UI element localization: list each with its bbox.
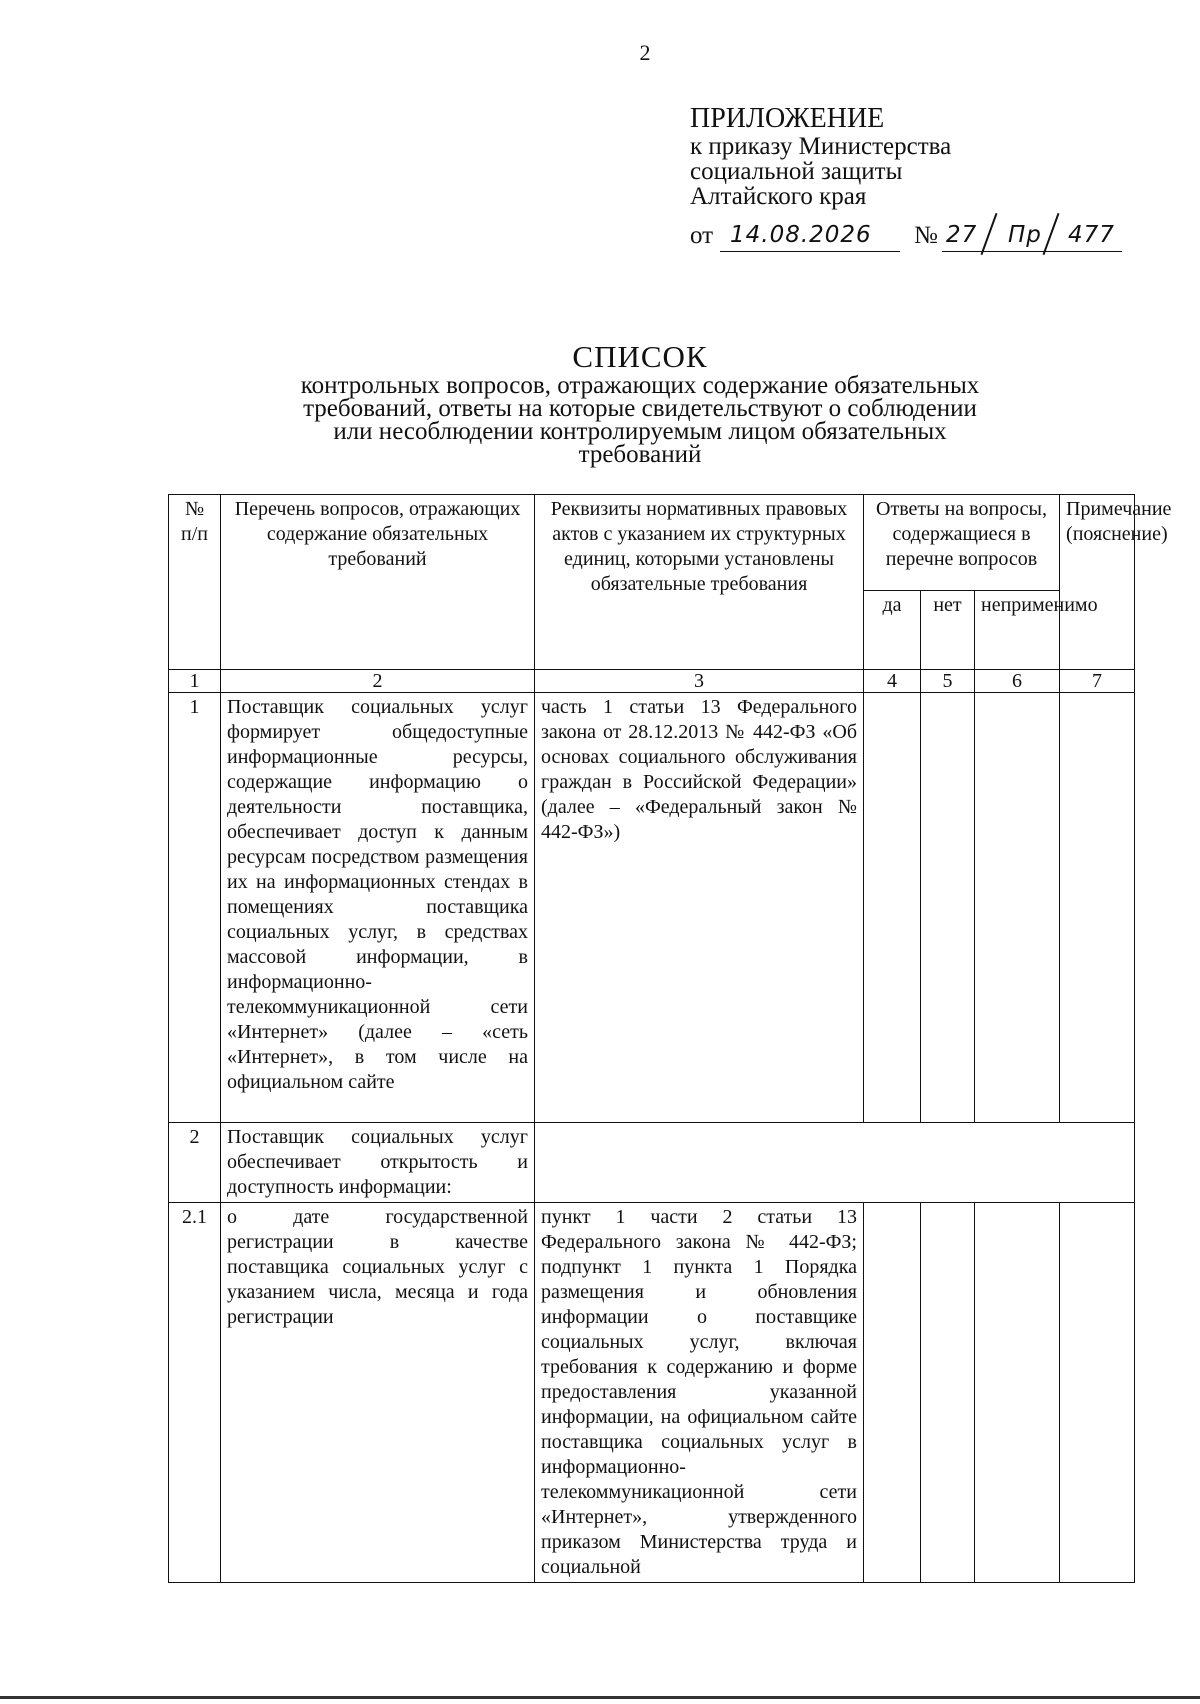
row-requisite: часть 1 статьи 13 Федерального закона от 28.12.2013 № 442-ФЗ «Об основах социального обслуживания граждан в Российской Федерации» (далее – «Федеральный закон № 442-ФЗ») (535, 693, 864, 1123)
column-number: 6 (975, 670, 1060, 693)
slash-mark (981, 213, 998, 255)
answer-yes-cell (864, 693, 921, 1123)
row-requisite: пункт 1 части 2 статьи 13 Федерального закона № 442-ФЗ; подпункт 1 пункта 1 Порядка размещения и обновления информации о поставщике социальных услуг, включая требования к содержанию и форме предоставления указанной информации, на официальном сайте поставщика социальных услуг в информационно-телекоммуникационной сети «Интернет», утвержденного приказом Министерства труда и социальной (535, 1203, 864, 1583)
table-row (169, 1203, 1135, 1583)
row-requisite (535, 1123, 1135, 1203)
handwritten-number-part: 27 (946, 222, 978, 248)
row-num: 2.1 (169, 1203, 221, 1583)
header-questions: Перечень вопросов, отражающих содержание обязательных требований (221, 495, 535, 670)
answer-na-cell (975, 693, 1060, 1123)
table-row (169, 1123, 1135, 1203)
column-number: 3 (535, 670, 864, 693)
header-num: № п/п (169, 495, 221, 670)
date-underline (720, 251, 900, 252)
row-question: Поставщик социальных услуг обеспечивает открытость и доступность информации: (221, 1123, 535, 1203)
header-requisites: Реквизиты нормативных правовых актов с указанием их структурных единиц, которыми установлены обязательные требования (535, 495, 864, 670)
handwritten-number-part: Пр (1008, 222, 1042, 248)
header-note: Примечание (пояснение) (1060, 495, 1135, 670)
from-label: от (690, 222, 714, 249)
answer-yes-cell (864, 1203, 921, 1583)
column-number: 4 (864, 670, 921, 693)
note-cell (1060, 1203, 1135, 1583)
page-bottom-edge (0, 1696, 1200, 1699)
title-line: контрольных вопросов, отражающих содержание обязательных (300, 372, 980, 399)
appendix-line: к приказу Министерства (690, 133, 952, 160)
title-main: СПИСОК (572, 339, 708, 374)
page-number: 2 (639, 40, 651, 65)
answer-no-cell (921, 693, 975, 1123)
row-num: 2 (169, 1123, 221, 1203)
document-title (240, 340, 1040, 466)
appendix-line: социальной защиты (690, 158, 903, 185)
answer-na-cell (975, 1203, 1060, 1583)
slash-mark (1043, 213, 1060, 255)
column-number: 2 (221, 670, 535, 693)
answer-no-cell (921, 1203, 975, 1583)
header-yes: да (864, 591, 921, 670)
table-row (169, 693, 1135, 1123)
note-cell (1060, 693, 1135, 1123)
column-number: 5 (921, 670, 975, 693)
column-numbers-row (169, 670, 1135, 693)
row-question: о дате государственной регистрации в качестве поставщика социальных услуг с указанием числа, месяца и года регистрации (221, 1203, 535, 1583)
header-na: неприменимо (975, 591, 1060, 670)
number-label: № (914, 222, 938, 249)
handwritten-date: 14.08.2026 (730, 222, 872, 248)
row-num: 1 (169, 693, 221, 1123)
title-line: требований (578, 441, 702, 468)
handwritten-number-part: 477 (1068, 222, 1115, 248)
row-question: Поставщик социальных услуг формирует общедоступные информационные ресурсы, содержащие информацию о деятельности поставщика, обеспечивает доступ к данным ресурсам посредством размещения их на информационных стендах в помещениях поставщика социальных услуг, в средствах массовой информации, в информационно-телекоммуникационной сети «Интернет» (далее – «сеть «Интернет», в том числе на официальном сайте (221, 693, 535, 1123)
appendix-block (690, 104, 951, 209)
appendix-heading: ПРИЛОЖЕНИЕ (690, 103, 885, 134)
number-underline (942, 251, 1122, 252)
title-line: или несоблюдении контролируемым лицом обязательных (333, 418, 947, 445)
title-line: требований, ответы на которые свидетельствуют о соблюдении (303, 395, 977, 422)
appendix-line: Алтайского края (690, 183, 867, 210)
header-answers: Ответы на вопросы, содержащиеся в перечне вопросов (864, 495, 1060, 591)
header-row (169, 495, 1135, 591)
column-number: 1 (169, 670, 221, 693)
header-no: нет (921, 591, 975, 670)
column-number: 7 (1060, 670, 1135, 693)
checklist-table (168, 494, 1172, 1583)
order-date-number (690, 212, 1130, 256)
